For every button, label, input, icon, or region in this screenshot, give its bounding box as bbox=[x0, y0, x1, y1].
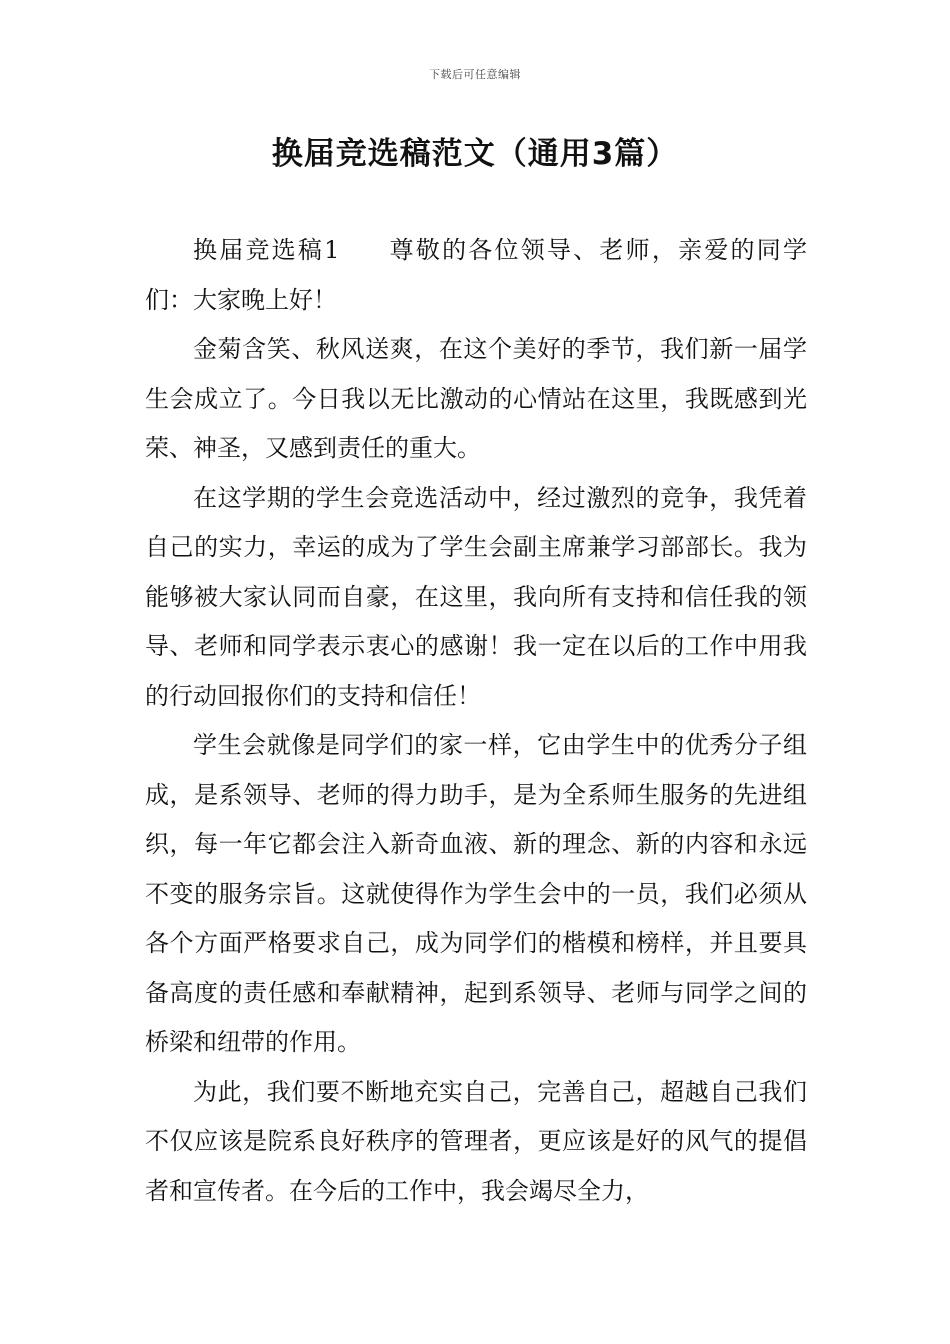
document-title: 换届竞选稿范文（通用3篇） bbox=[271, 136, 679, 172]
intro-paragraph bbox=[145, 226, 807, 325]
body-paragraph: 为此，我们要不断地充实自己，完善自己，超越自己我们不仅应该是院系良好秩序的管理者，更应该是好的风气的提倡者和宣传者。在今后的工作中，我会竭尽全力， bbox=[145, 1077, 807, 1205]
intro-text: 尊敬的各位领导、老师，亲爱的同学们：大家晚上好！ bbox=[145, 236, 808, 314]
document-body bbox=[145, 226, 807, 1216]
intro-heading: 换届竞选稿1 bbox=[193, 236, 340, 264]
header-note: 下载后可任意编辑 bbox=[429, 68, 521, 81]
body-paragraph: 金菊含笑、秋风送爽，在这个美好的季节，我们新一届学生会成立了。今日我以无比激动的心情站在这里，我既感到光荣、神圣，又感到责任的重大。 bbox=[145, 335, 807, 462]
body-paragraph: 学生会就像是同学们的家一样，它由学生中的优秀分子组成，是系领导、老师的得力助手，是为全系师生服务的先进组织，每一年它都会注入新奇血液、新的理念、新的内容和永远不变的服务宗旨。这就使得作为学生会中的一员，我们必须从各个方面严格要求自己，成为同学们的楷模和榜样，并且要具备高度的责任感和奉献精神，起到系领导、老师与同学之间的桥梁和纽带的作用。 bbox=[145, 731, 807, 1056]
body-paragraph: 在这学期的学生会竞选活动中，经过激烈的竞争，我凭着自己的实力，幸运的成为了学生会副主席兼学习部部长。我为能够被大家认同而自豪，在这里，我向所有支持和信任我的领导、老师和同学表示衷心的感谢！我一定在以后的工作中用我的行动回报你们的支持和信任！ bbox=[145, 483, 807, 710]
